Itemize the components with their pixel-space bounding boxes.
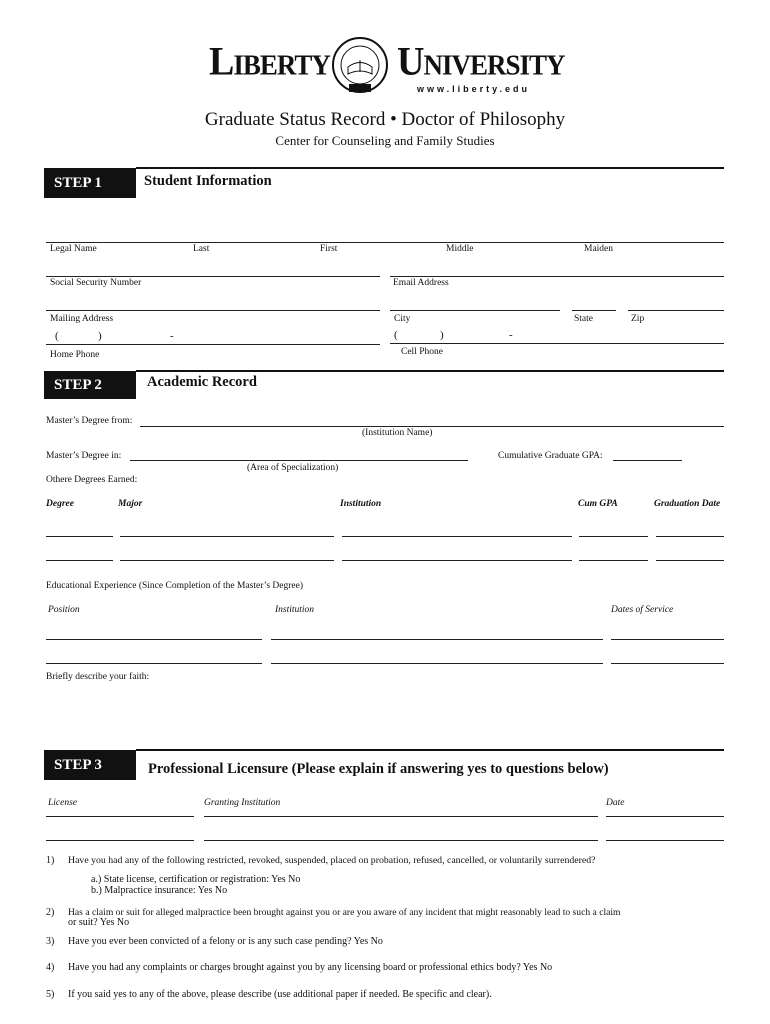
exp-row1-dates: [611, 639, 724, 640]
degree-row2-major: [120, 560, 334, 561]
state-line: [572, 310, 616, 311]
home-phone-dash: -: [170, 330, 174, 342]
col-institution-2: Institution: [275, 605, 315, 615]
email-line: [390, 276, 724, 277]
gpa-line: [613, 460, 682, 461]
question-2-line2: or suit? Yes No: [68, 917, 130, 928]
page-subtitle: Center for Counseling and Family Studies: [275, 133, 495, 148]
home-phone-paren-close: ): [98, 330, 102, 342]
middle-label: Middle: [446, 244, 474, 254]
ssn-label: Social Security Number: [50, 278, 142, 288]
zip-label: Zip: [631, 314, 645, 324]
step1-title: Student Information: [144, 173, 272, 189]
exp-row1-institution: [271, 639, 603, 640]
home-phone-label: Home Phone: [50, 350, 100, 360]
question-1b: b.) Malpractice insurance: Yes No: [91, 885, 228, 896]
area-caption: (Area of Specialization): [247, 463, 339, 473]
question-2-number: 2): [46, 907, 55, 918]
degree-row2-date: [656, 560, 724, 561]
question-4: Have you had any complaints or charges brought against you by any licensing board or professional ethics body? Yes No: [68, 962, 553, 973]
cell-phone-dash: -: [509, 329, 513, 341]
question-5: If you said yes to any of the above, please describe (use additional paper if needed. Be specific and clear).: [68, 989, 492, 1000]
first-label: First: [320, 244, 338, 254]
col-institution: Institution: [340, 499, 382, 509]
license-row2-date: [606, 840, 724, 841]
license-row1-granting: [204, 816, 598, 817]
col-graduation-date: Graduation Date: [654, 499, 721, 509]
home-phone-paren-open: (: [55, 330, 59, 342]
institution-name-caption: (Institution Name): [362, 428, 433, 438]
exp-row1-position: [46, 639, 262, 640]
email-label: Email Address: [393, 278, 449, 288]
degree-row2-institution: [342, 560, 572, 561]
step3-title: Professional Licensure (Please explain if answering yes to questions below): [148, 761, 609, 777]
degree-row1-gpa: [579, 536, 648, 537]
masters-from-line: [140, 426, 724, 427]
step3-badge: STEP 3: [44, 750, 136, 780]
home-phone-line: [46, 344, 380, 345]
exp-row2-institution: [271, 663, 603, 664]
website-text: www.liberty.edu: [417, 84, 531, 94]
cell-phone-paren-open: (: [394, 329, 398, 341]
step2-divider: [136, 370, 724, 372]
degree-row2-degree: [46, 560, 113, 561]
faith-label: Briefly describe your faith:: [46, 672, 150, 682]
masters-in-label: Master’s Degree in:: [46, 451, 122, 461]
exp-row2-dates: [611, 663, 724, 664]
question-3: Have you ever been convicted of a felony or is any such case pending? Yes No: [68, 936, 383, 947]
step3-divider: [136, 749, 724, 751]
degree-row1-major: [120, 536, 334, 537]
col-degree: Degree: [46, 499, 74, 509]
license-row2-granting: [204, 840, 598, 841]
question-1a: a.) State license, certification or registration: Yes No: [91, 874, 301, 885]
legal-name-line: [46, 242, 724, 243]
city-line: [390, 310, 560, 311]
maiden-label: Maiden: [584, 244, 614, 254]
mailing-label: Mailing Address: [50, 314, 114, 324]
degree-row1-degree: [46, 536, 113, 537]
question-3-number: 3): [46, 936, 55, 947]
legal-name-label: Legal Name: [50, 244, 97, 254]
question-4-number: 4): [46, 962, 55, 973]
degree-row1-institution: [342, 536, 572, 537]
license-row2-license: [46, 840, 194, 841]
col-granting-institution: Granting Institution: [204, 798, 281, 808]
logo-wordmark-right: University: [397, 39, 565, 85]
logo-wordmark-left: Liberty: [209, 39, 330, 85]
col-cum-gpa: Cum GPA: [578, 499, 618, 509]
mailing-line: [46, 310, 380, 311]
col-dates-of-service: Dates of Service: [611, 605, 674, 615]
question-1-number: 1): [46, 855, 55, 866]
logo: [205, 36, 565, 98]
license-row1-license: [46, 816, 194, 817]
zip-line: [628, 310, 724, 311]
col-date: Date: [606, 798, 625, 808]
university-seal-icon: [327, 36, 393, 98]
question-5-number: 5): [46, 989, 55, 1000]
license-row1-date: [606, 816, 724, 817]
state-label: State: [574, 314, 593, 324]
col-major: Major: [118, 499, 143, 509]
col-position: Position: [48, 605, 80, 615]
other-degrees-label: Othere Degrees Earned:: [46, 475, 138, 485]
cell-phone-paren-close: ): [440, 329, 444, 341]
ssn-line: [46, 276, 380, 277]
question-1: Have you had any of the following restricted, revoked, suspended, placed on probation, refused, cancelled, or voluntarily surrendered?: [68, 855, 596, 866]
masters-from-label: Master’s Degree from:: [46, 416, 133, 426]
edu-experience-label: Educational Experience (Since Completion of the Master’s Degree): [46, 581, 304, 591]
masters-in-line: [130, 460, 468, 461]
degree-row2-gpa: [579, 560, 648, 561]
step2-title: Academic Record: [147, 374, 257, 390]
city-label: City: [394, 314, 411, 324]
cell-phone-label: Cell Phone: [401, 347, 443, 357]
last-label: Last: [193, 244, 210, 254]
cell-phone-line: [390, 343, 724, 344]
degree-row1-date: [656, 536, 724, 537]
exp-row2-position: [46, 663, 262, 664]
gpa-label: Cumulative Graduate GPA:: [498, 451, 603, 461]
step1-badge: STEP 1: [44, 168, 136, 198]
step1-divider: [136, 167, 724, 169]
question-2-line1: Has a claim or suit for alleged malpractice been brought against you or are you aware of any incident that might reasonably lead to such a claim: [68, 907, 621, 918]
col-license: License: [48, 798, 78, 808]
page-title: Graduate Status Record • Doctor of Philosophy: [204, 109, 566, 130]
step2-badge: STEP 2: [44, 371, 136, 399]
